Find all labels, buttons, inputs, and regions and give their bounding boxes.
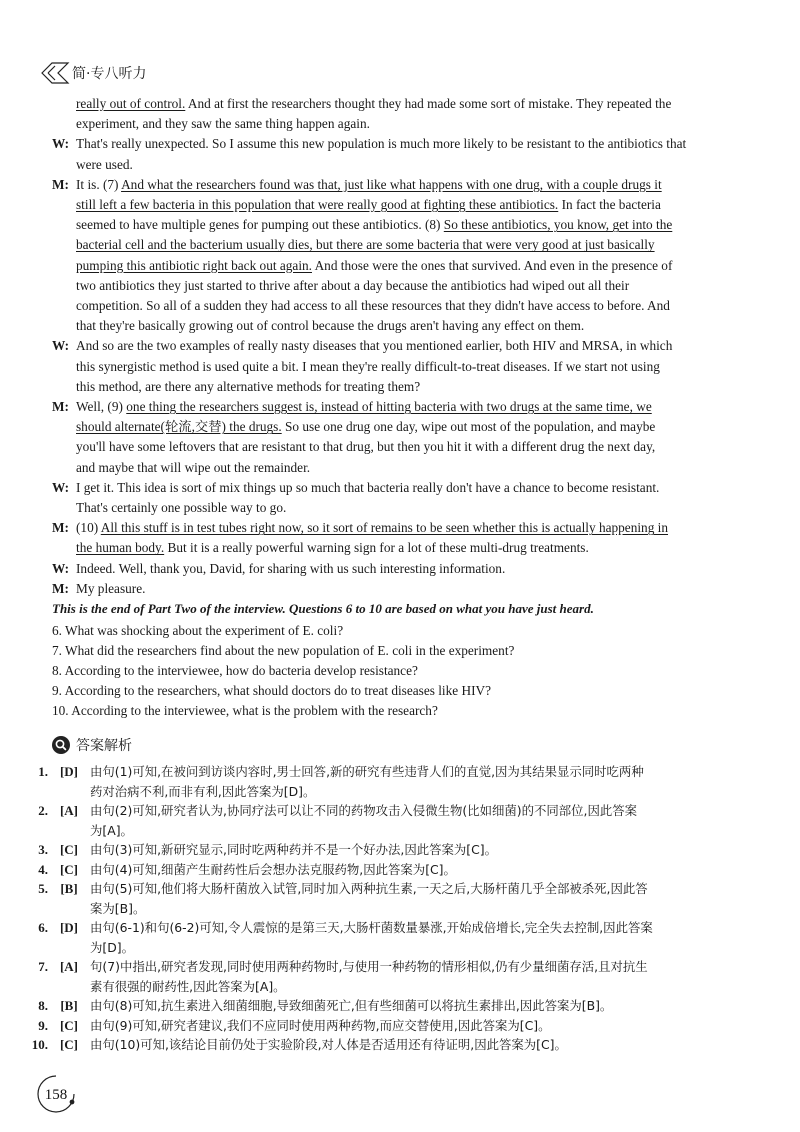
underlined-key-sentence: really out of control. [76, 96, 186, 111]
transcript-text: competition. So all of a sudden they had access to all these resources that they didn't have access to before. And [76, 298, 670, 314]
answer-item [22, 801, 740, 840]
answer-explanation: 由句(4)可知,细菌产生耐药性后会想办法克服药物,因此答案为[C]。 [90, 861, 456, 877]
transcript-line [52, 458, 732, 478]
underlined-key-sentence: bacterial cell and the bacterium usually dies, but there are some bacteria that were very good at just basically [76, 237, 655, 253]
transcript-line [52, 538, 732, 558]
transcript-line [52, 134, 732, 154]
transcript [52, 94, 732, 599]
transcript-text: two antibiotics they just started to thrive after about a day because the antibiotics had wiped out all their [76, 277, 630, 293]
magnifier-icon [52, 736, 70, 754]
transcript-line [52, 256, 732, 276]
answer-key: [C] [59, 1037, 79, 1052]
dialogue-turn [52, 579, 732, 599]
answer-explanation: 由句(1)可知,在被问到访谈内容时,男士回答,新的研究有些违背人们的直觉,因为其结果显示同时吃两种 [90, 764, 644, 779]
dialogue-turn [52, 559, 732, 579]
answer-key: [B] [60, 998, 78, 1013]
transcript-text: And those were the ones that survived. And even in the presence of [311, 257, 673, 273]
answer-explanation: 由句(6-1)和句(6-2)可知,令人震惊的是第三天,大肠杆菌数量暴涨,开始成倍增长,完全失去控制,因此答案 [90, 920, 653, 935]
answer-explanation: 由句(10)可知,该结论目前仍处于实验阶段,对人体是否适用还有待证明,因此答案为[C]。 [90, 1037, 567, 1052]
dialogue-turn [52, 478, 732, 518]
answer-number: 7. [38, 959, 48, 974]
page-number-badge [34, 1072, 78, 1116]
transcript-line [52, 417, 732, 437]
transcript-text: you'll have some leftovers that are resistant to that drug, but then you hit it with a different drug the next day, [76, 439, 656, 455]
question-item: 8. According to the interviewee, how do bacteria develop resistance? [52, 663, 418, 678]
answer-explanation: 句(7)中指出,研究者发现,同时使用两种药物时,与使用一种药物的情形相似,仍有少量细菌存活,且对抗生 [90, 959, 648, 974]
transcript-text: In fact the bacteria [558, 197, 661, 213]
answer-item [22, 996, 740, 1016]
transcript-line [52, 478, 732, 498]
transcript-line [52, 94, 732, 114]
speaker-label: M: [52, 399, 69, 415]
answer-number: 9. [38, 1017, 48, 1033]
page-number: 158 [44, 1087, 68, 1103]
transcript-text: That's certainly one possible way to go. [76, 500, 287, 516]
underlined-key-sentence: pumping this antibiotic right back out again. [76, 257, 312, 273]
transcript-text: this synergistic method is used quite a bit. I mean they're really difficult-to-treat diseases. If we start not using [76, 358, 660, 374]
dialogue-turn [52, 94, 732, 134]
transcript-text: seemed to have multiple genes for pumping out these antibiotics. (8) [76, 217, 444, 233]
transcript-line [52, 498, 732, 518]
answer-item [22, 860, 740, 880]
transcript-text: experiment, and they saw the same thing happen again. [76, 116, 370, 132]
transcript-line [52, 357, 732, 377]
book-logo-icon [40, 61, 70, 85]
answer-key: [D] [59, 920, 79, 935]
transcript-text: that they're basically growing out of control because the drugs aren't having any effect on them. [76, 318, 585, 334]
question-item: 9. According to the researchers, what should doctors do to treat diseases like HIV? [52, 683, 492, 698]
answer-number: 10. [31, 1037, 48, 1052]
transcript-text: Indeed. Well, thank you, David, for sharing with us such interesting information. [76, 560, 506, 576]
answer-key: [B] [60, 881, 78, 896]
answer-item [22, 840, 740, 860]
speaker-label: M: [52, 176, 69, 192]
transcript-text: That's really unexpected. So I assume this new population is much more likely to be resistant to the antibiotics that [76, 136, 687, 152]
underlined-key-sentence: should alternate(轮流,交替) the drugs. [76, 419, 282, 435]
transcript-line [52, 155, 732, 175]
transcript-text: and maybe that will wipe out the remainder. [76, 459, 311, 475]
speaker-label: W: [52, 136, 69, 152]
transcript-line [52, 215, 732, 235]
transcript-line [52, 296, 732, 316]
dialogue-turn [52, 518, 732, 558]
dialogue-turn [52, 336, 732, 397]
underlined-key-sentence: the human body. [76, 540, 165, 556]
question-item: 7. What did the researchers find about the new population of E. coli in the experiment? [52, 643, 515, 658]
answer-item [22, 1035, 740, 1055]
transcript-line [52, 276, 732, 296]
answer-item [22, 957, 740, 996]
answer-item [22, 762, 740, 801]
answer-number: 1. [38, 764, 48, 779]
answers-section-title: 答案解析 [76, 738, 132, 754]
answer-number: 2. [38, 803, 48, 818]
transcript-line [52, 579, 732, 599]
underlined-key-sentence: All this stuff is in test tubes right now, so it sort of remains to be seen whether this is actually happening in [100, 520, 669, 536]
transcript-text: And at first the researchers thought they had made some sort of mistake. They repeated the [185, 96, 672, 111]
answer-list [22, 762, 740, 1055]
part-note: This is the end of Part Two of the interview. Questions 6 to 10 are based on what you have just heard. [52, 601, 594, 616]
speaker-label: W: [52, 338, 69, 354]
transcript-text: I get it. This idea is sort of mix things up so much that bacteria really don't have a chance to become resistant. [76, 479, 660, 495]
question-item: 6. What was shocking about the experiment of E. coli? [52, 623, 344, 638]
question-list [52, 621, 514, 721]
transcript-line [52, 377, 732, 397]
transcript-line [52, 316, 732, 336]
transcript-text: And so are the two examples of really nasty diseases that you mentioned earlier, both HIV and MRSA, in which [76, 338, 673, 354]
dialogue-turn [52, 397, 732, 478]
transcript-line [52, 518, 732, 538]
answer-explanation: 由句(2)可知,研究者认为,协同疗法可以让不同的药物攻击入侵微生物(比如细菌)的不同部位,因此答案 [90, 803, 638, 818]
transcript-line [52, 235, 732, 255]
speaker-label: M: [52, 520, 69, 536]
answer-number: 4. [38, 861, 48, 877]
underlined-key-sentence: one thing the researchers suggest is, instead of hitting bacteria with two drugs at the same time, we [126, 399, 652, 415]
transcript-line [52, 336, 732, 356]
answers-section-header [52, 735, 132, 755]
transcript-line [52, 559, 732, 579]
transcript-line [52, 175, 732, 195]
speaker-label: M: [52, 580, 69, 596]
answer-explanation: 为[D]。 [90, 939, 134, 955]
answer-explanation: 由句(8)可知,抗生素进入细菌细胞,导致细菌死亡,但有些细菌可以将抗生素排出,因此答案为[B]。 [90, 998, 613, 1013]
answer-key: [A] [59, 959, 79, 974]
answer-explanation: 由句(3)可知,新研究显示,同时吃两种药并不是一个好办法,因此答案为[C]。 [90, 842, 498, 857]
transcript-text: It is. (7) [76, 176, 122, 192]
answer-key: [A] [59, 803, 79, 818]
question-item: 10. According to the interviewee, what is the problem with the research? [52, 703, 438, 718]
header-title: 简·专八听力 [72, 66, 147, 82]
speaker-label: W: [52, 479, 69, 495]
running-header [40, 60, 146, 86]
underlined-key-sentence: So these antibiotics, you know, get into the [443, 217, 673, 233]
answer-item [22, 1016, 740, 1036]
answer-key: [C] [59, 842, 79, 857]
answer-key: [D] [59, 764, 79, 779]
transcript-text: Well, (9) [76, 399, 127, 415]
transcript-text: But it is a really powerful warning sign for a lot of these multi-drug treatments. [164, 540, 589, 556]
answer-explanation: 为[A]。 [90, 822, 133, 838]
answer-explanation: 药对治病不利,而非有利,因此答案为[D]。 [90, 783, 316, 799]
underlined-key-sentence: still left a few bacteria in this population that were really good at fighting these antibiotics. [76, 197, 559, 213]
answer-key: [C] [59, 861, 79, 877]
transcript-line [52, 437, 732, 457]
transcript-text: this method, are there any alternative methods for treating them? [76, 378, 421, 394]
answer-number: 6. [38, 920, 48, 935]
answer-explanation: 由句(5)可知,他们将大肠杆菌放入试管,同时加入两种抗生素,一天之后,大肠杆菌几乎全部被杀死,因此答 [90, 881, 648, 896]
transcript-text: were used. [76, 156, 133, 172]
answer-explanation: 由句(9)可知,研究者建议,我们不应同时使用两种药物,而应交替使用,因此答案为[C]。 [90, 1017, 551, 1033]
answer-explanation: 素有很强的耐药性,因此答案为[A]。 [90, 978, 286, 994]
underlined-key-sentence: And what the researchers found was that, just like what happens with one drug, with a couple drugs it [121, 176, 662, 192]
answer-explanation: 案为[B]。 [90, 900, 146, 916]
answer-item [22, 879, 740, 918]
transcript-text: (10) [76, 520, 101, 536]
answer-number: 3. [38, 842, 48, 857]
transcript-line [52, 195, 732, 215]
answer-item [22, 918, 740, 957]
transcript-text: So use one drug one day, wipe out most of the population, and maybe [281, 419, 656, 435]
transcript-text: My pleasure. [76, 580, 146, 596]
answer-key: [C] [59, 1017, 79, 1033]
answer-number: 8. [38, 998, 48, 1013]
transcript-line [52, 397, 732, 417]
answer-number: 5. [38, 881, 48, 896]
transcript-line [52, 114, 732, 134]
dialogue-turn [52, 175, 732, 337]
dialogue-turn [52, 134, 732, 174]
speaker-label: W: [52, 560, 69, 576]
